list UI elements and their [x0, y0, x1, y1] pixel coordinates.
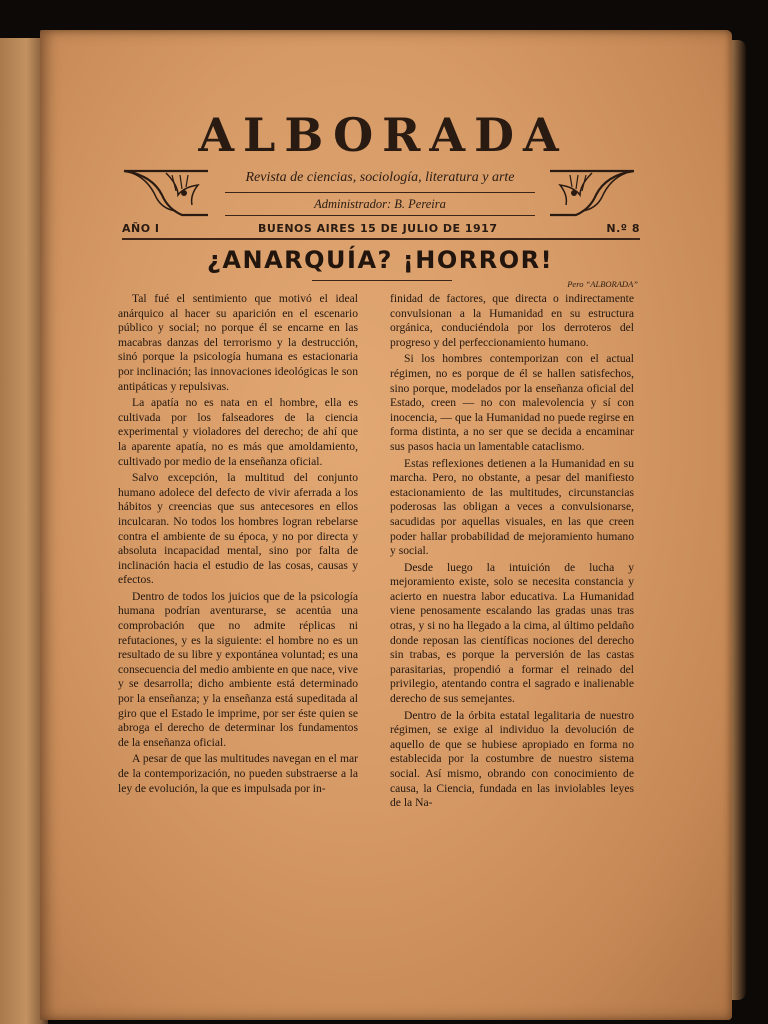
paragraph: La apatía no es nata en el hombre, ella es cultivada por los falseadores de la ciencia experimental y violadores del derecho; de ahí que la aparente apatía, no es más que amoldamiento, cultivado por medio de la enseñanza oficial. [118, 396, 358, 468]
paragraph: Dentro de la órbita estatal legalitaria de nuestro régimen, se exige al individuo la devolución de aquello de que se hubiese apropiado en forma no establecida por la costumbre de nuestro sistema social. Así mismo, obrando con conocimiento de causa, la Ciencia, fundada en las inviolables leyes de la Na- [390, 708, 634, 810]
masthead-rule [225, 215, 535, 216]
article-byline: Pero “ALBORADA” [567, 279, 638, 289]
article-left-column [118, 292, 358, 798]
dateline-rule [122, 238, 640, 240]
paragraph: finidad de factores, que directa o indirectamente convulsionan a la Humanidad en su estructura orgánica, conduciéndola por los derroteros del progreso y del perfeccionamiento humano. [390, 292, 634, 349]
masthead-title: ALBORADA [198, 108, 568, 162]
left-ornament-icon [122, 165, 210, 221]
issue-year: AÑO I [122, 222, 160, 235]
article-headline: ¿ANARQUÍA? ¡HORROR! [206, 246, 554, 274]
article-right-column [390, 292, 634, 813]
paragraph: Dentro de todos los juicios que de la psicología humana podrían aventurarse, se acentúa una comprobación que no admite réplicas ni refutaciones, y es la siguiente: el hombre no es un resultado de su libre y expontánea voluntad; es una consecuencia del medio ambiente en que nace, vive y se desarrolla; dicho ambiente está determinado por la enseñanza; y la enseñanza está supeditada al giro que el Estado le imprime, por ser éste quien se abroga el derecho de determinar los fundamentos de la enseñanza oficial. [118, 589, 358, 749]
paragraph: Salvo excepción, la multitud del conjunto humano adolece del defecto de vivir aferrada a los hábitos y creencias que sus antecesores en ellos inculcaran. No todos los hombres logran rebelarse contra el ambiente de su época, y no por directa y absoluta incapacidad mental, sino por falta de inclinación hacia el estudio de las cosas, causas y efectos. [118, 471, 358, 587]
masthead-rule [225, 192, 535, 193]
issue-date: BUENOS AIRES 15 DE JULIO DE 1917 [258, 222, 498, 235]
issue-number: N.º 8 [606, 222, 640, 235]
paragraph: A pesar de que las multitudes navegan en el mar de la contemporización, no pueden substraerse a la ley de evolución, la que es impulsada por in- [118, 752, 358, 795]
administrator-line: Administrador: B. Pereira [314, 197, 446, 211]
headline-underline [312, 280, 452, 281]
right-ornament-icon [548, 165, 636, 221]
paragraph: Si los hombres contemporizan con el actual régimen, no es porque de él se hallen satisfechos, sino porque, modelados por la enseñanza oficial del Estado, creen — no con malevolencia y sí con inocencia, — que la Humanidad no puede regirse en forma distinta, a no ser que se decida a encaminar sus pasos hacia un lamentable cataclismo. [390, 352, 634, 453]
paragraph: Tal fué el sentimiento que motivó el ideal anárquico al hacer su aparición en el escenario público y social; no porque él se encarne en las macabras danzas del terrorismo y la destrucción, sinó porque la psicología humana es estacionaria por inclinación; las innovaciones ideológicas le son antipáticas y repulsivas. [118, 292, 358, 393]
paragraph: Estas reflexiones detienen a la Humanidad en su marcha. Pero, no obstante, a pesar del manifiesto estacionamiento de las multitudes, circunstancias poderosas las obligan a veces a convulsionarse, sacudidas por aquellas visuales, en las que creen poder hallar probabilidad de mejoramiento humano y social. [390, 456, 634, 558]
paragraph: Desde luego la intuición de lucha y mejoramiento existe, solo se necesita constancia y acierto en nuestra labor educativa. La Humanidad viene penosamente escalando las gradas unas tras otras, y si no ha llegado a la cima, al último peldaño donde reposan las científicas nociones del derecho sin trabas, es porque la perversión de las castas parasitarias, propendió a formar el reinado del privilegio, atentando contra el sagrado e inalienable derecho de sus semejantes. [390, 560, 634, 706]
masthead-subtitle: Revista de ciencias, sociología, literatura y arte [245, 170, 515, 185]
